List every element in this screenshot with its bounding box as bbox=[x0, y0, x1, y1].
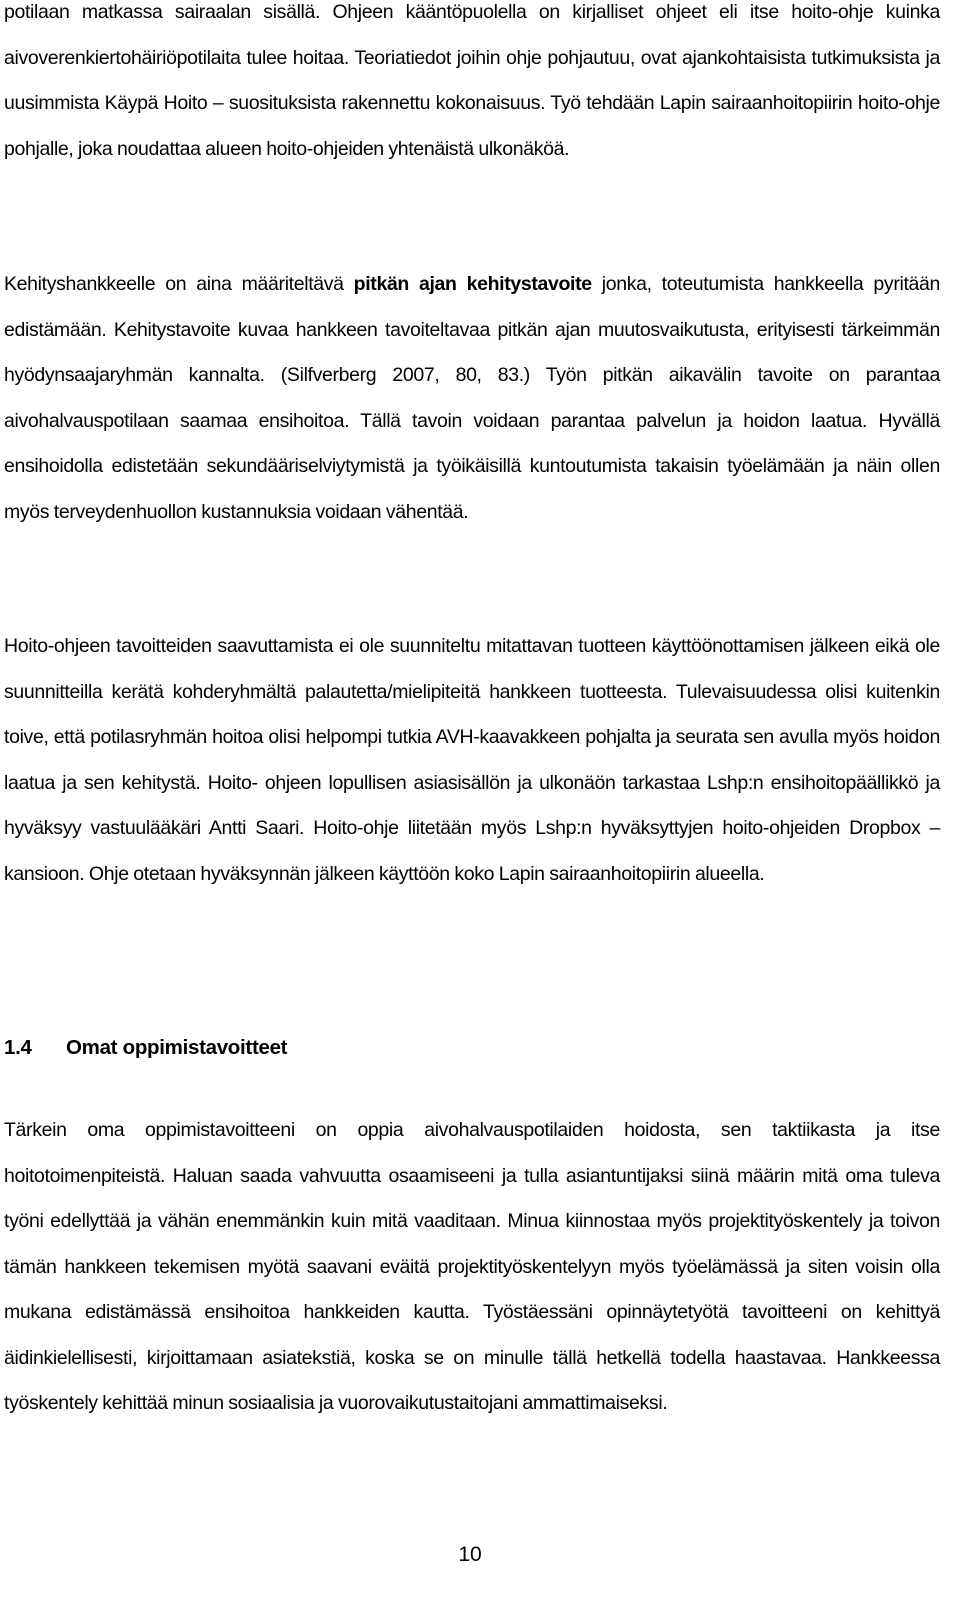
paragraph-hoito-ohje-description: potilaan matkassa sairaalan sisällä. Ohjeen kääntöpuolella on kirjalliset ohjeet eli itse hoito-ohje kuinka aivoverenkiertohäiriöpotilaita tulee hoitaa. Teoriatiedot joihin ohje pohjautuu, ovat ajankohtaisista tutkimuksista ja uusimmista Käypä Hoito – suosituksista rakennettu kokonaisuus. Työ tehdään Lapin sairaanhoitopiirin hoito-ohje pohjalle, joka noudattaa alueen hoito-ohjeiden yhtenäistä ulkonäköä. bbox=[4, 1, 940, 160]
paragraph-text: jonka, toteutumista hankkeella pyritään edistämään. Kehitystavoite kuvaa hankkeen tavoiteltavaa pitkän ajan muutosvaikutusta, erityisesti tärkeimmän hyödynsaajaryhmän kannalta. (Silfverberg 2007, 80, 83.) Työn pitkän aikavälin tavoite on parantaa aivohalvauspotilaan saamaa ensihoitoa. Tällä tavoin voidaan parantaa palvelun ja hoidon laatua. Hyvällä ensihoidolla edistetään sekundääriselviytymistä ja työikäisillä kuntoutumista takaisin työelämään ja näin ollen myös terveydenhuollon kustannuksia voidaan vähentää. bbox=[4, 273, 940, 523]
section-heading bbox=[4, 1028, 940, 1068]
paragraph-oppimistavoitteet: Tärkein oma oppimistavoitteeni on oppia aivohalvauspotilaiden hoidosta, sen taktiikasta ja itse hoitotoimenpiteistä. Haluan saada vahvuutta osaamiseeni ja tulla asiantuntijaksi siinä määrin mitä oma tuleva työni edellyttää ja vähän enemmänkin kuin mitä vaaditaan. Minua kiinnostaa myös projektityöskentely ja toivon tämän hankkeen tekemisen myötä saavani eväitä projektityöskentelyyn myös työelämässä ja siten voisin olla mukana edistämässä ensihoitoa hankkeiden kautta. Työstäessäni opinnäytetyötä tavoitteeni on kehittyä äidinkielellisesti, kirjoittamaan asiatekstiä, koska se on minulle tällä hetkellä todella haastavaa. Hankkeessa työskentely kehittää minun sosiaalisia ja vuorovaikutustaitojani ammattimaiseksi. bbox=[4, 1119, 940, 1414]
paragraph-kehitystavoite bbox=[4, 262, 940, 535]
paragraph-text: Kehityshankkeelle on aina määriteltävä bbox=[4, 273, 354, 295]
page-number: 10 bbox=[458, 1543, 482, 1566]
bold-term: pitkän ajan kehitystavoite bbox=[353, 273, 592, 295]
section-title: Omat oppimistavoitteet bbox=[66, 1036, 288, 1059]
paragraph-tavoitteiden-saavuttaminen: Hoito-ohjeen tavoitteiden saavuttamista ei ole suunniteltu mitattavan tuotteen käyttöönottamisen jälkeen eikä ole suunnitteilla kerätä kohderyhmältä palautetta/mielipiteitä hankkeen tuotteesta. Tulevaisuudessa olisi kuitenkin toive, että potilasryhmän hoitoa olisi helpompi tutkia AVH-kaavakkeen pohjalta ja seurata sen avulla myös hoidon laatua ja sen kehitystä. Hoito- ohjeen lopullisen asiasisällön ja ulkonäön tarkastaa Lshp:n ensihoitopäällikkö ja hyväksyy vastuulääkäri Antti Saari. Hoito-ohje liitetään myös Lshp:n hyväksyttyjen hoito-ohjeiden Dropbox – kansioon. Ohje otetaan hyväksynnän jälkeen käyttöön koko Lapin sairaanhoitopiirin alueella. bbox=[4, 635, 940, 885]
section-number: 1.4 bbox=[4, 1036, 32, 1059]
